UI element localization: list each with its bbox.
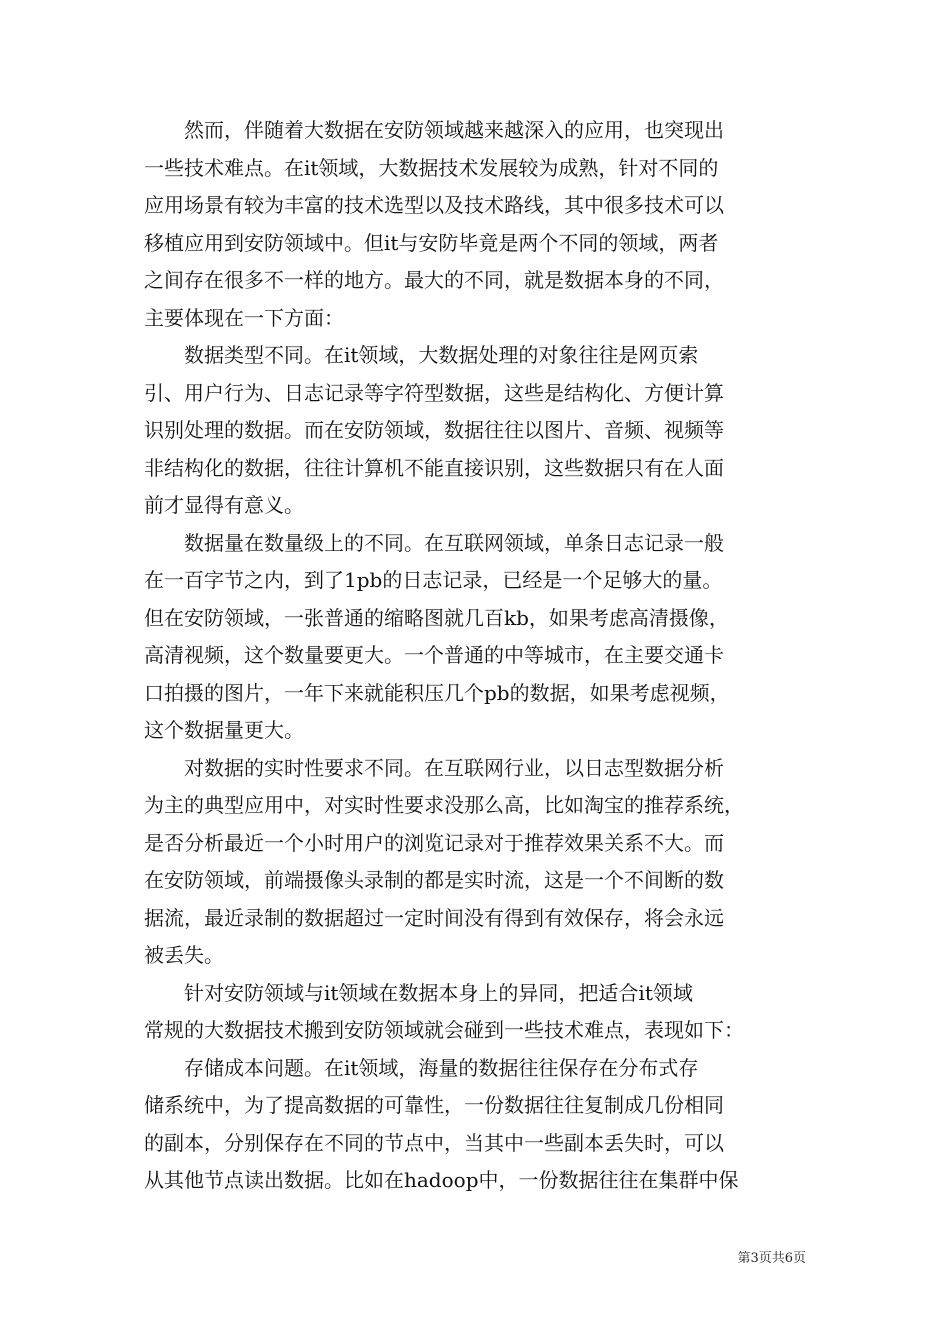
text-line: 非结构化的数据，往往计算机不能直接识别，这些数据只有在人面 [144, 455, 724, 480]
text-line: 然而，伴随着大数据在安防领域越来越深入的应用，也突现出 [144, 118, 724, 142]
text-line: 但在安防领域，一张普通的缩略图就几百kb，如果考虑高清摄像， [144, 605, 729, 630]
text-line: 的副本，分别保存在不同的节点中，当其中一些副本丢失时，可以 [144, 1130, 724, 1155]
text-line: 数据类型不同。在it领域，大数据处理的对象往往是网页索 [144, 343, 699, 367]
text-line: 识别处理的数据。而在安防领域，数据往往以图片、音频、视频等 [144, 418, 724, 442]
text-line: 这个数据量更大。 [144, 718, 304, 742]
text-line: 数据量在数量级上的不同。在互联网领域，单条日志记录一般 [144, 530, 724, 555]
text-line: 针对安防领域与it领域在数据本身上的异同，把适合it领域 [144, 980, 693, 1005]
document-body [144, 112, 816, 1200]
text-line: 移植应用到安防领域中。但it与安防毕竟是两个不同的领域，两者 [144, 230, 719, 255]
text-line: 被丢失。 [144, 943, 224, 967]
text-line: 引、用户行为、日志记录等字符型数据，这些是结构化、方便计算 [144, 380, 724, 405]
text-line: 一些技术难点。在it领域，大数据技术发展较为成熟，针对不同的 [144, 155, 719, 180]
text-line: 前才显得有意义。 [144, 493, 304, 517]
text-line: 存储成本问题。在it领域，海量的数据往往保存在分布式存 [144, 1055, 699, 1080]
text-line: 从其他节点读出数据。比如在hadoop中，一份数据往往在集群中保 [144, 1168, 739, 1192]
text-line: 主要体现在一下方面： [144, 305, 344, 330]
text-line: 对数据的实时性要求不同。在互联网行业，以日志型数据分析 [144, 755, 724, 780]
text-line: 是否分析最近一个小时用户的浏览记录对于推荐效果关系不大。而 [144, 830, 724, 855]
text-line: 之间存在很多不一样的地方。最大的不同，就是数据本身的不同， [144, 268, 724, 292]
text-line: 高清视频，这个数量要更大。一个普通的中等城市，在主要交通卡 [144, 643, 724, 667]
text-line: 应用场景有较为丰富的技术选型以及技术路线，其中很多技术可以 [144, 193, 724, 217]
text-line: 常规的大数据技术搬到安防领域就会碰到一些技术难点，表现如下： [144, 1018, 744, 1042]
text-line: 口拍摄的图片，一年下来就能积压几个pb的数据，如果考虑视频， [144, 680, 730, 705]
text-line: 为主的典型应用中，对实时性要求没那么高，比如淘宝的推荐系统， [144, 793, 744, 817]
text-line: 储系统中，为了提高数据的可靠性，一份数据往往复制成几份相同 [144, 1093, 724, 1117]
text-line: 在一百字节之内，到了1pb的日志记录，已经是一个足够大的量。 [144, 568, 723, 592]
text-line: 据流，最近录制的数据超过一定时间没有得到有效保存，将会永远 [144, 905, 724, 930]
page-number-footer: 第3页共6页 [737, 1251, 806, 1266]
text-line: 在安防领域，前端摄像头录制的都是实时流，这是一个不间断的数 [144, 868, 724, 892]
